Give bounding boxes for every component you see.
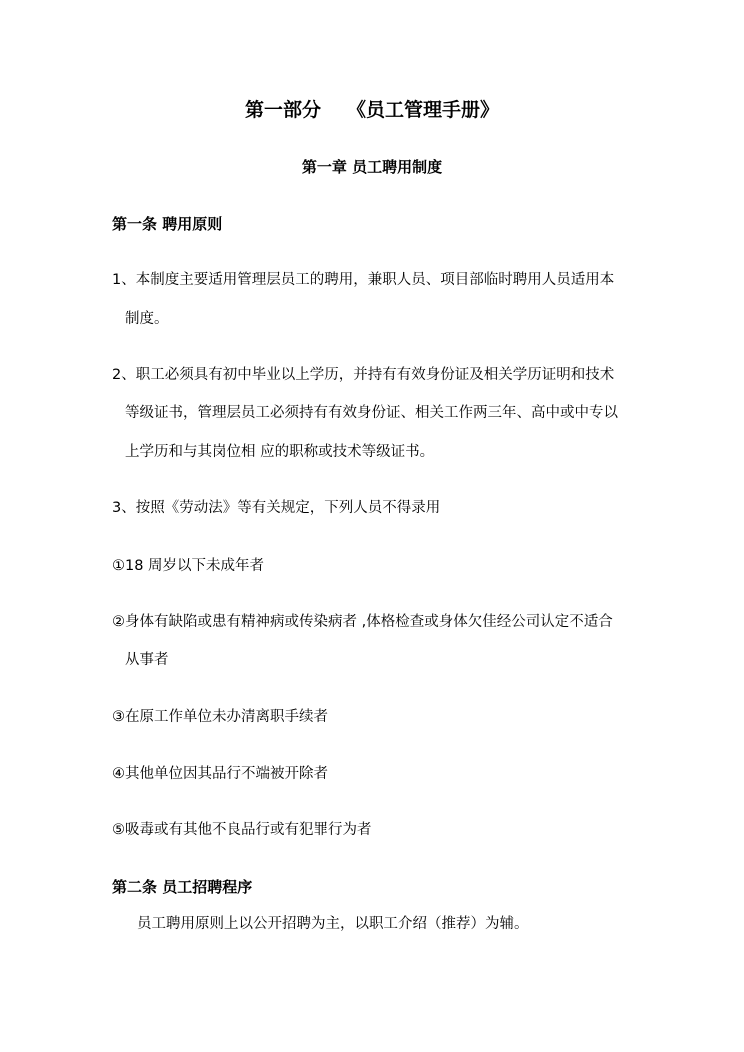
list-item-2-line2: 从事者 <box>125 652 169 668</box>
list-item-1: ①18 周岁以下未成年者 <box>112 558 265 574</box>
list-item-4: ④其他单位因其品行不端被开除者 <box>112 766 328 782</box>
article1-para2-line3: 上学历和与其岗位相 应的职称或技术等级证书。 <box>125 444 435 460</box>
list-item-2-line1: ②身体有缺陷或患有精神病或传染病者 ,体格检查或身体欠佳经公司认定不适合 <box>112 614 613 630</box>
article1-para2-line1: 2、职工必须具有初中毕业以上学历，并持有有效身份证及相关学历证明和技术 <box>112 367 615 383</box>
article1-para1-line2: 制度。 <box>125 311 169 327</box>
article1-heading: 第一条 聘用原则 <box>112 215 223 233</box>
article1-para2-line2: 等级证书，管理层员工必须持有有效身份证、相关工作两三年、高中或中专以 <box>125 405 618 421</box>
article1-para3: 3、按照《劳动法》等有关规定，下列人员不得录用 <box>112 500 441 516</box>
article2-para1: 员工聘用原则上以公开招聘为主，以职工介绍（推荐）为辅。 <box>137 916 529 932</box>
article2-heading: 第二条 员工招聘程序 <box>112 878 253 896</box>
chapter-title: 第一章 员工聘用制度 <box>301 158 443 176</box>
list-item-3: ③在原工作单位未办清离职手续者 <box>112 709 328 725</box>
article1-para1-line1: 1、本制度主要适用管理层员工的聘用，兼职人员、项目部临时聘用人员适用本 <box>112 272 615 288</box>
list-item-5: ⑤吸毒或有其他不良品行或有犯罪行为者 <box>112 822 372 838</box>
part-title <box>0 97 744 123</box>
part-title-name: 《员工管理手册》 <box>347 99 500 121</box>
part-title-number: 第一部分 <box>244 99 321 121</box>
